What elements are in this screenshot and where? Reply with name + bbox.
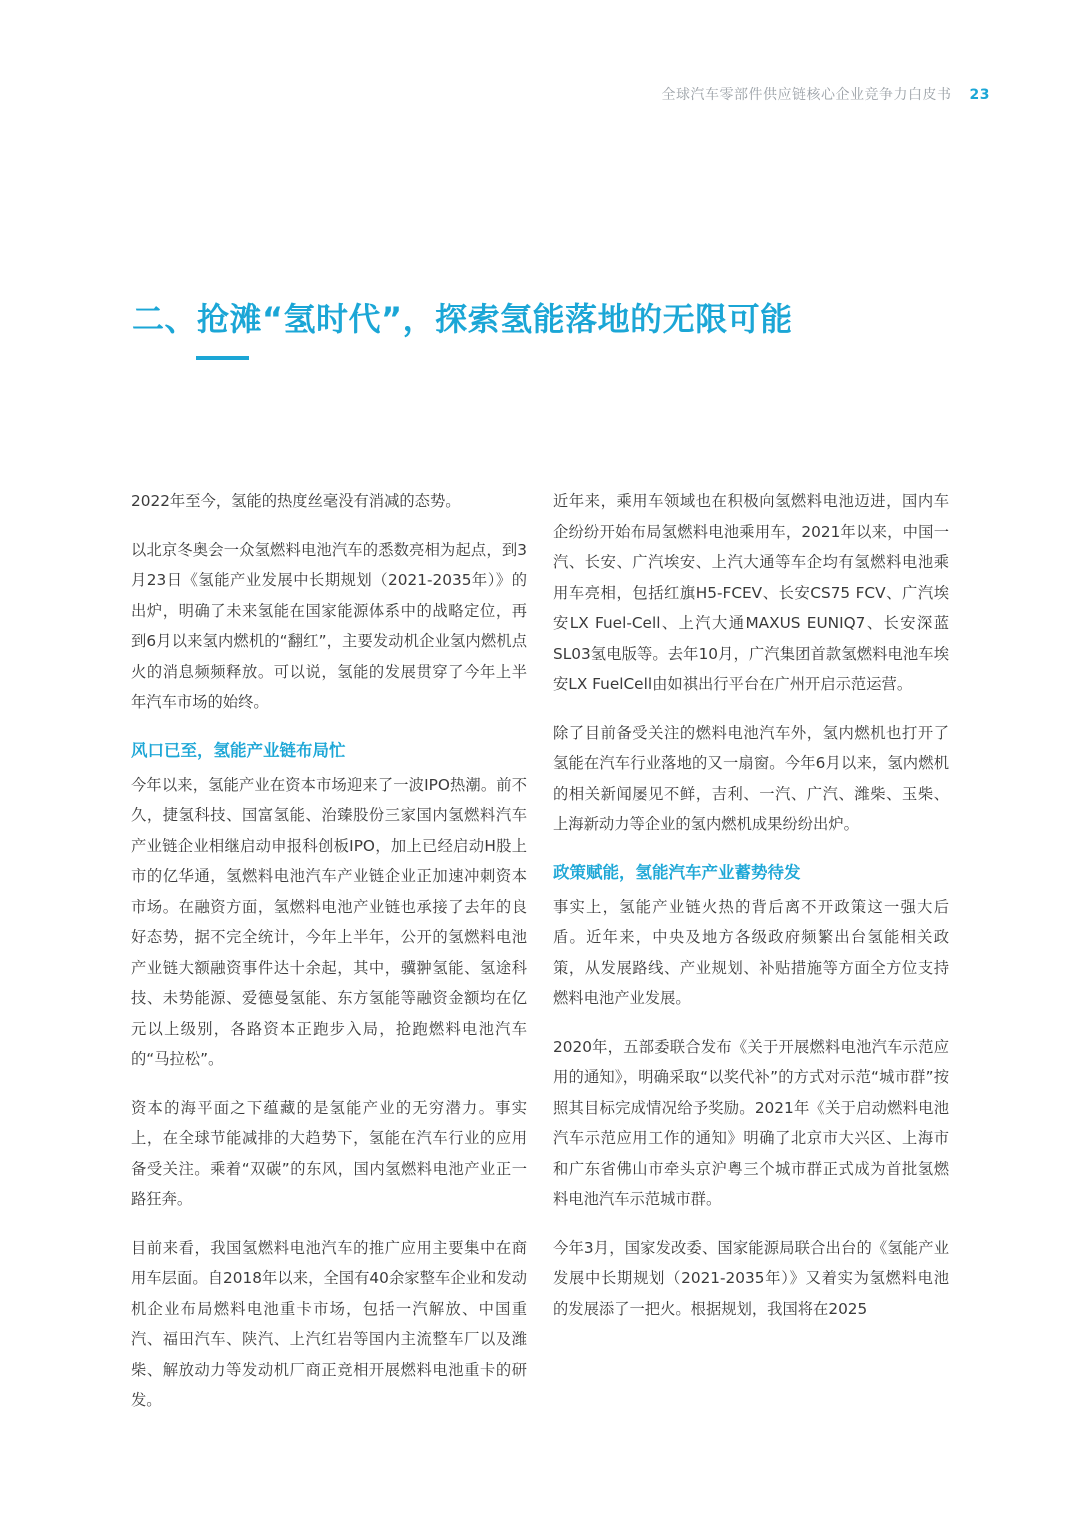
paragraph: 事实上，氢能产业链火热的背后离不开政策这一强大后盾。近年来，中央及地方各级政府频繁出台氢能相关政策，从发展路线、产业规划、补贴措施等方面全方位支持燃料电池产业发展。 (553, 897, 949, 1007)
paragraph: 2020年，五部委联合发布《关于开展燃料电池汽车示范应用的通知》，明确采取“以奖代补”的方式对示范“城市群”按照其目标完成情况给予奖励。2021年《关于启动燃料电池汽车示范应用工作的通知》明确了北京市大兴区、上海市和广东省佛山市牵头京沪粤三个城市群正式成为首批氢燃料电池汽车示范城市群。 (553, 1037, 949, 1208)
right-column (553, 486, 949, 1342)
title-underline-rule (196, 356, 249, 360)
page-number: 23 (969, 87, 990, 103)
paragraph: 资本的海平面之下蕴藏的是氢能产业的无穷潜力。事实上，在全球节能减排的大趋势下，氢能在汽车行业的应用备受关注。乘着“双碳”的东风，国内氢燃料电池产业正一路狂奔。 (131, 1098, 527, 1208)
section-title: 二、抢滩“氢时代”，探索氢能落地的无限可能 (132, 300, 793, 338)
paragraph: 2022年至今，氢能的热度丝毫没有消减的态势。 (131, 492, 461, 510)
running-header (662, 84, 990, 104)
publication-title: 全球汽车零部件供应链核心企业竞争力白皮书 (661, 87, 952, 103)
paragraph: 近年来，乘用车领域也在积极向氢燃料电池迈进，国内车企纷纷开始布局氢燃料电池乘用车，2021年以来，中国一汽、长安、广汽埃安、上汽大通等车企均有氢燃料电池乘用车亮相，包括红旗H5-FCEV、长安CS75 FCV、广汽埃安LX Fuel-Cell、上汽大通MAXUS EUNIQ7、长安深蓝SL03氢电版等。去年10月，广汽集团首款氢燃料电池车埃安LX FuelCell由如祺出行平台在广州开启示范运营。 (553, 492, 949, 693)
paragraph: 以北京冬奥会一众氢燃料电池汽车的悉数亮相为起点，到3月23日《氢能产业发展中长期规划（2021-2035年）》的出炉，明确了未来氢能在国家能源体系中的战略定位，再到6月以来氢内燃机的“翻红”，主要发动机企业氢内燃机点火的消息频频释放。可以说，氢能的发展贯穿了今年上半年汽车市场的始终。 (131, 540, 527, 711)
subsection-heading: 政策赋能，氢能汽车产业蓄势待发 (553, 862, 801, 882)
left-column (131, 486, 527, 1434)
paragraph: 目前来看，我国氢燃料电池汽车的推广应用主要集中在商用车层面。自2018年以来，全国有40余家整车企业和发动机企业布局燃料电池重卡市场，包括一汽解放、中国重汽、福田汽车、陕汽、上汽红岩等国内主流整车厂以及潍柴、解放动力等发动机厂商正竞相开展燃料电池重卡的研发。 (131, 1238, 527, 1409)
subsection-heading: 风口已至，氢能产业链布局忙 (131, 740, 346, 760)
paragraph: 今年以来，氢能产业在资本市场迎来了一波IPO热潮。前不久，捷氢科技、国富氢能、治臻股份三家国内氢燃料汽车产业链企业相继启动申报科创板IPO，加上已经启动H股上市的亿华通，氢燃料电池汽车产业链企业正加速冲刺资本市场。在融资方面，氢燃料电池产业链也承接了去年的良好态势，据不完全统计，今年上半年，公开的氢燃料电池产业链大额融资事件达十余起，其中，骥翀氢能、氢途科技、未势能源、爱德曼氢能、东方氢能等融资金额均在亿元以上级别，各路资本正跑步入局，抢跑燃料电池汽车的“马拉松”。 (131, 775, 527, 1068)
paragraph: 今年3月，国家发改委、国家能源局联合出台的《氢能产业发展中长期规划（2021-2035年）》又着实为氢燃料电池的发展添了一把火。根据规划，我国将在2025 (553, 1238, 949, 1318)
paragraph: 除了目前备受关注的燃料电池汽车外，氢内燃机也打开了氢能在汽车行业落地的又一扇窗。今年6月以来，氢内燃机的相关新闻屡见不鲜，吉利、一汽、广汽、潍柴、玉柴、上海新动力等企业的氢内燃机成果纷纷出炉。 (553, 723, 949, 833)
